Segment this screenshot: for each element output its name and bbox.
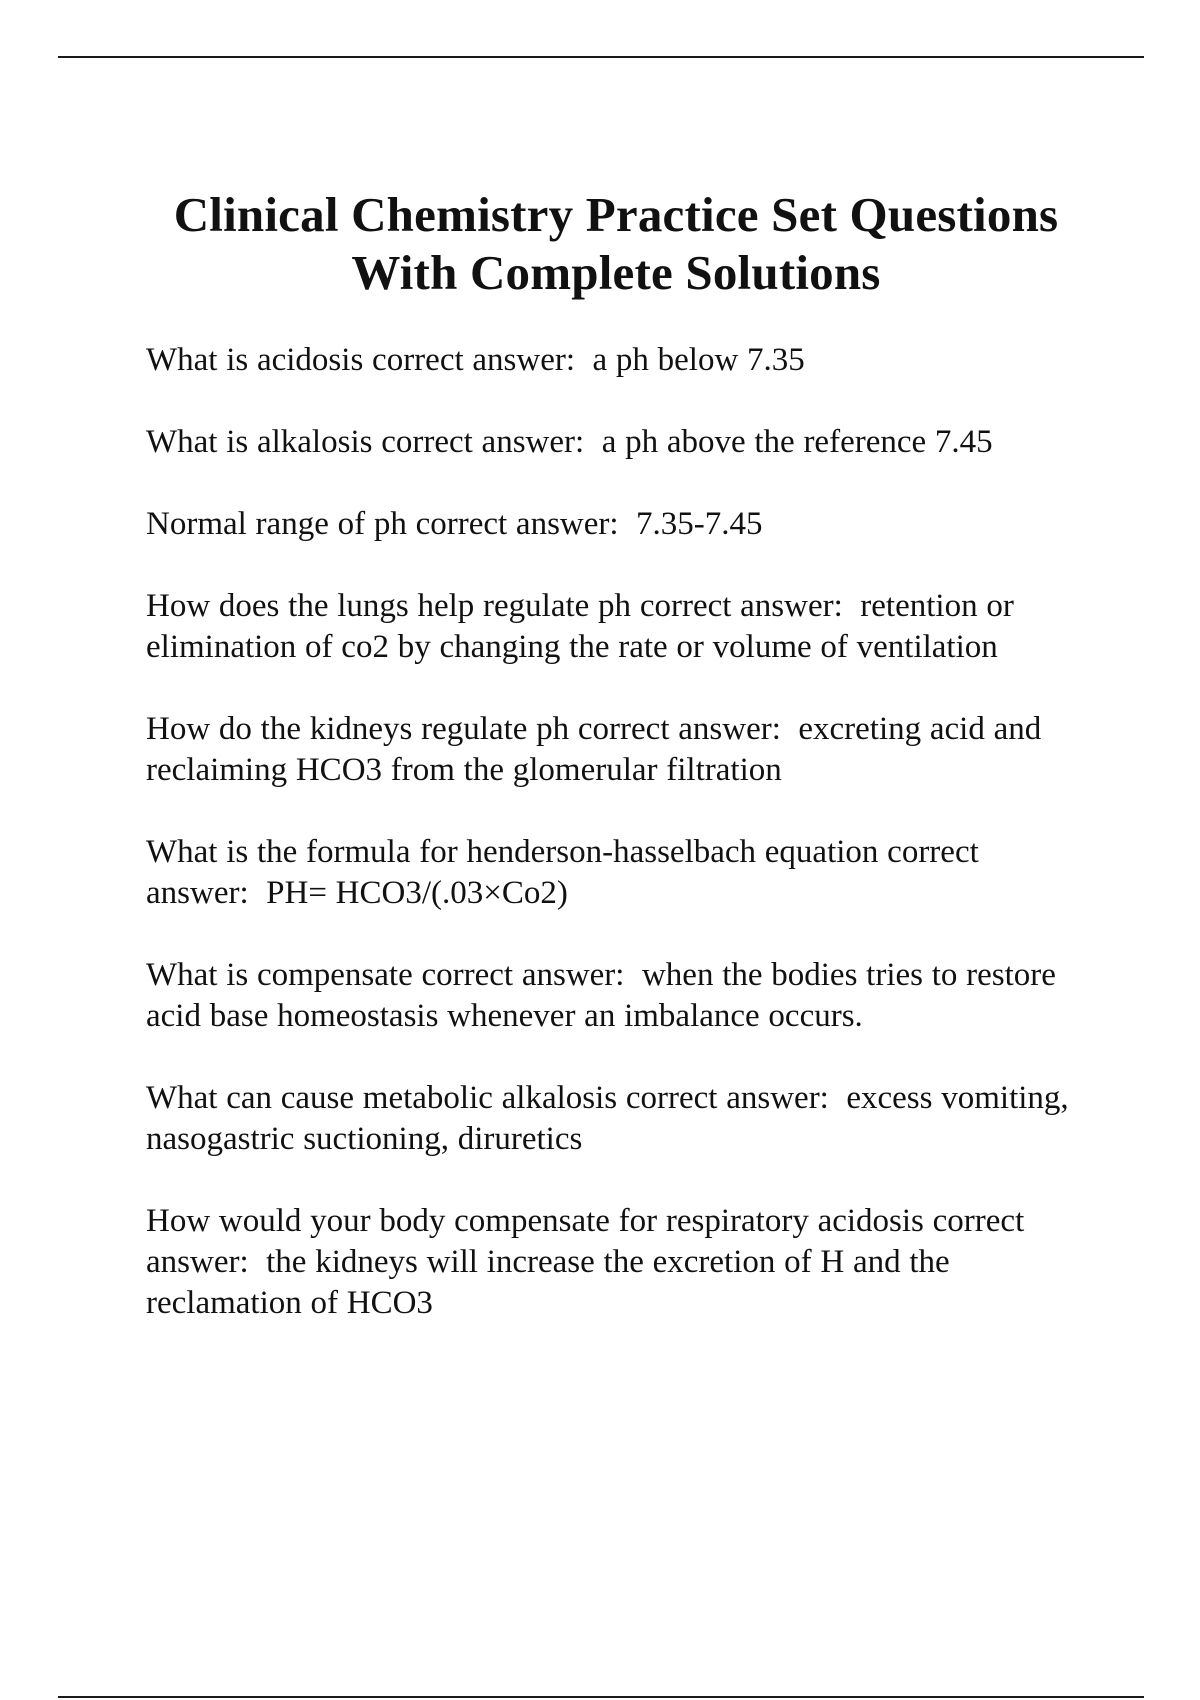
answer-text: excess vomiting, nasogastric suctioning, diruretics — [146, 1080, 1069, 1157]
bottom-rule — [58, 1696, 1144, 1698]
answer-marker: correct answer: — [421, 957, 625, 993]
question-text: How does the lungs help regulate ph — [146, 588, 632, 624]
question-text: Normal range of ph — [146, 506, 407, 542]
top-rule — [58, 56, 1144, 58]
question-text: What is acidosis — [146, 342, 364, 378]
qa-item — [146, 832, 1086, 914]
answer-marker: correct answer: — [372, 342, 576, 378]
answer-text: excreting acid and reclaiming HCO3 from the glomerular filtration — [146, 711, 1042, 788]
document-title — [146, 186, 1086, 302]
qa-item — [146, 586, 1086, 668]
document-body — [146, 186, 1086, 1365]
answer-marker: correct answer: — [639, 588, 843, 624]
answer-text: 7.35-7.45 — [636, 506, 763, 542]
answer-text: when the bodies tries to restore acid base homeostasis whenever an imbalance occurs. — [146, 957, 1056, 1034]
title-line-2: With Complete Solutions — [351, 245, 881, 300]
answer-text: a ph below 7.35 — [592, 342, 805, 378]
answer-text: the kidneys will increase the excretion of H and the reclamation of HCO3 — [146, 1244, 950, 1321]
qa-item — [146, 422, 1086, 463]
question-text: What is alkalosis — [146, 424, 373, 460]
qa-item — [146, 1201, 1086, 1324]
answer-text: a ph above the reference 7.45 — [601, 424, 993, 460]
qa-item — [146, 955, 1086, 1037]
question-text: What can cause metabolic alkalosis — [146, 1080, 618, 1116]
answer-marker: correct answer: — [381, 424, 585, 460]
answer-text: PH= HCO3/(.03×Co2) — [266, 875, 568, 911]
question-text: How would your body compensate for respiratory acidosis — [146, 1203, 924, 1239]
answer-marker: correct answer: — [146, 1203, 1025, 1280]
question-text: How do the kidneys regulate ph — [146, 711, 570, 747]
qa-item — [146, 504, 1086, 545]
qa-item — [146, 709, 1086, 791]
title-line-1: Clinical Chemistry Practice Set Questions — [173, 187, 1059, 242]
answer-marker: correct answer: — [146, 834, 979, 911]
answer-marker: correct answer: — [415, 506, 619, 542]
answer-marker: correct answer: — [625, 1080, 829, 1116]
qa-list — [146, 340, 1086, 1324]
qa-item — [146, 1078, 1086, 1160]
question-text: What is the formula for henderson-hasselbach equation — [146, 834, 879, 870]
answer-text: retention or elimination of co2 by changing the rate or volume of ventilation — [146, 588, 1014, 665]
answer-marker: correct answer: — [577, 711, 781, 747]
qa-item — [146, 340, 1086, 381]
question-text: What is compensate — [146, 957, 413, 993]
